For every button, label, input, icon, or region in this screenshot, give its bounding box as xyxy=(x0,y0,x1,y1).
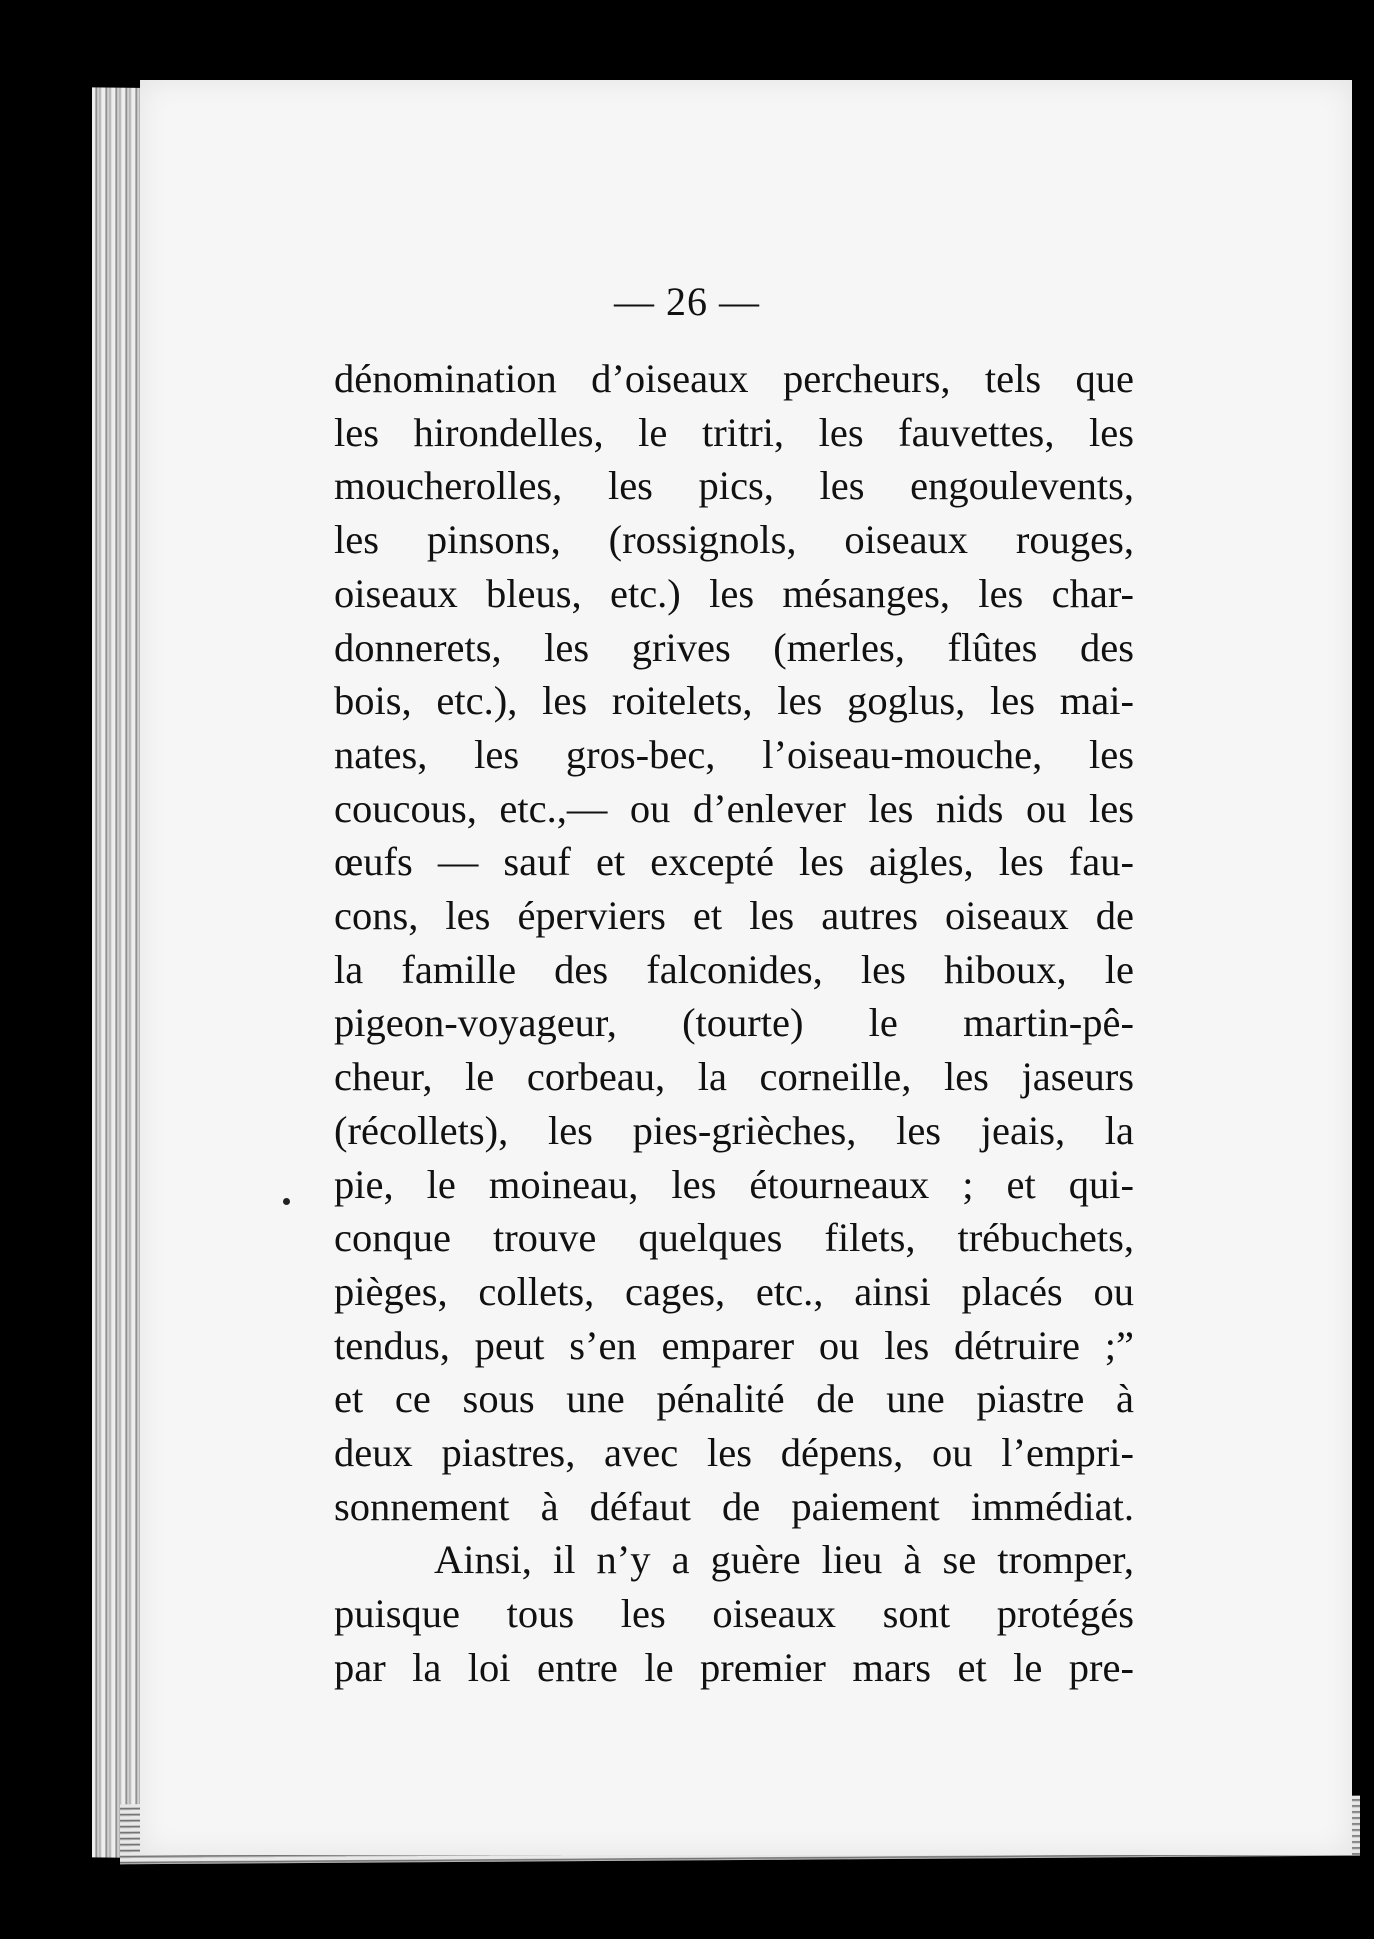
text-line: cheur, le corbeau, la corneille, les jaseurs xyxy=(334,1054,1134,1100)
text-line: deux piastres, avec les dépens, ou l’empri- xyxy=(334,1430,1134,1476)
text-line: les hirondelles, le tritri, les fauvettes, les xyxy=(334,409,1134,455)
text-line: pigeon-voyageur, (tourte) le martin-pê- xyxy=(334,1000,1134,1046)
text-line: et ce sous une pénalité de une piastre à xyxy=(334,1376,1134,1422)
ink-speck xyxy=(283,1198,290,1205)
text-line: pie, le moineau, les étourneaux ; et qui- xyxy=(334,1161,1134,1207)
text-line: moucherolles, les pics, les engoulevents, xyxy=(334,463,1134,509)
page-number: — 26 — xyxy=(614,279,760,324)
text-line: oiseaux bleus, etc.) les mésanges, les char- xyxy=(334,570,1134,616)
text-line-paragraph-start: Ainsi, il n’y a guère lieu à se tromper, xyxy=(434,1537,1134,1583)
text-line: pièges, collets, cages, etc., ainsi placés ou xyxy=(334,1268,1134,1314)
text-line: tendus, peut s’en emparer ou les détruire ;” xyxy=(334,1322,1134,1368)
text-line: coucous, etc.,— ou d’enlever les nids ou les xyxy=(334,785,1134,831)
text-line: bois, etc.), les roitelets, les goglus, les mai- xyxy=(334,678,1134,724)
text-line: les pinsons, (rossignols, oiseaux rouges, xyxy=(334,517,1134,563)
text-line: œufs — sauf et excepté les aigles, les fau- xyxy=(334,839,1134,885)
text-line: dénomination d’oiseaux percheurs, tels que xyxy=(334,356,1134,401)
text-line: conque trouve quelques filets, trébuchets, xyxy=(334,1215,1134,1261)
body-text xyxy=(334,352,1134,1695)
text-line: nates, les gros-bec, l’oiseau-mouche, les xyxy=(334,731,1134,777)
text-line: sonnement à défaut de paiement immédiat. xyxy=(334,1483,1134,1529)
text-line: cons, les éperviers et les autres oiseaux de xyxy=(334,893,1134,939)
text-line: par la loi entre le premier mars et le pre- xyxy=(334,1644,1134,1690)
text-line: donnerets, les grives (merles, flûtes des xyxy=(334,624,1134,670)
text-line: (récollets), les pies-grièches, les jeais, la xyxy=(334,1107,1134,1153)
text-line: la famille des falconides, les hiboux, le xyxy=(334,946,1134,992)
text-line: puisque tous les oiseaux sont protégés xyxy=(334,1591,1134,1637)
